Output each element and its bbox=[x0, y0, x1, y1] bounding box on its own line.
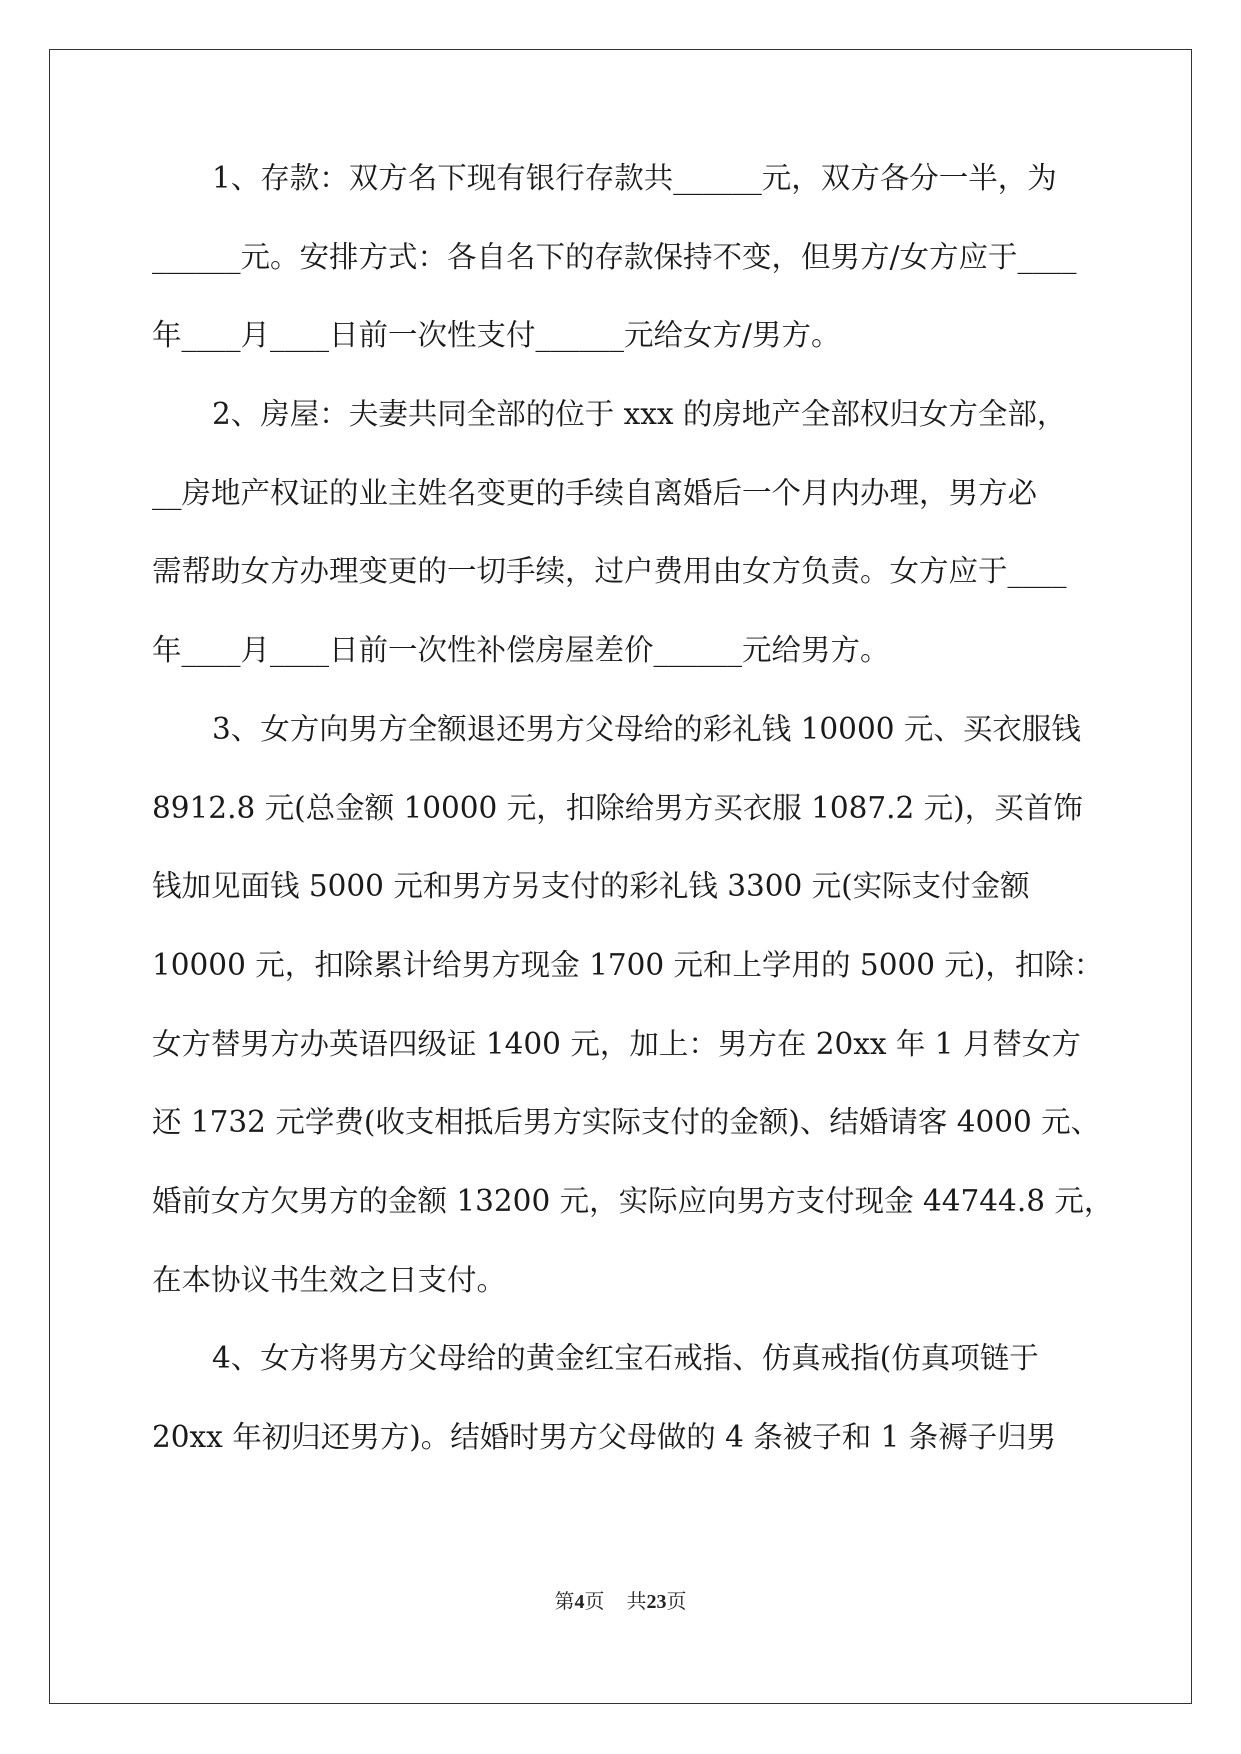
text-line: 10000 元，扣除累计给男方现金 1700 元和上学用的 5000 元)，扣除： bbox=[152, 947, 1104, 982]
text-line: 2、房屋：夫妻共同全部的位于 xxx 的房地产全部权归女方全部， bbox=[212, 397, 1067, 432]
page-footer bbox=[0, 1585, 1241, 1614]
text-line: ______元。安排方式：各自名下的存款保持不变，但男方/女方应于____ bbox=[152, 239, 1077, 274]
text-line: 1、存款：双方名下现有银行存款共______元，双方各分一半，为 bbox=[212, 161, 1057, 195]
text-line: 还 1732 元学费(收支相抵后男方实际支付的金额)、结婚请客 4000 元、 bbox=[152, 1105, 1101, 1140]
text-line: 年____月____日前一次性补偿房屋差价______元给男方。 bbox=[152, 633, 890, 668]
text-line: 在本协议书生效之日支付。 bbox=[152, 1262, 507, 1297]
footer-total-pages: 23 bbox=[646, 1591, 667, 1613]
footer-page-suffix: 页 bbox=[584, 1589, 605, 1613]
footer-page-number: 4 bbox=[574, 1591, 585, 1613]
text-line: 需帮助女方办理变更的一切手续，过户费用由女方负责。女方应于____ bbox=[152, 554, 1067, 589]
text-line: 20xx 年初归还男方)。结婚时男方父母做的 4 条被子和 1 条褥子归男 bbox=[152, 1420, 1057, 1454]
text-line: __房地产权证的业主姓名变更的手续自离婚后一个月内办理，男方必 bbox=[152, 475, 1038, 510]
text-line: 4、女方将男方父母给的黄金红宝石戒指、仿真戒指(仿真项链于 bbox=[212, 1341, 1039, 1376]
text-line: 女方替男方办英语四级证 1400 元，加上：男方在 20xx 年 1 月替女方 bbox=[152, 1026, 1081, 1061]
footer-prefix: 第 bbox=[554, 1589, 575, 1613]
text-line: 3、女方向男方全额退还男方父母给的彩礼钱 10000 元、买衣服钱 bbox=[212, 711, 1081, 746]
text-line: 婚前女方欠男方的金额 13200 元，实际应向男方支付现金 44744.8 元， bbox=[152, 1183, 1114, 1218]
footer-total-suffix: 页 bbox=[666, 1589, 687, 1613]
footer-total-prefix: 共 bbox=[626, 1589, 647, 1613]
text-line: 年____月____日前一次性支付______元给女方/男方。 bbox=[152, 318, 841, 353]
document-body bbox=[152, 161, 1114, 1499]
text-line: 8912.8 元(总金额 10000 元，扣除给男方买衣服 1087.2 元)，买首饰 bbox=[152, 790, 1083, 825]
text-line: 钱加见面钱 5000 元和男方另支付的彩礼钱 3300 元(实际支付金额 bbox=[152, 869, 1030, 904]
